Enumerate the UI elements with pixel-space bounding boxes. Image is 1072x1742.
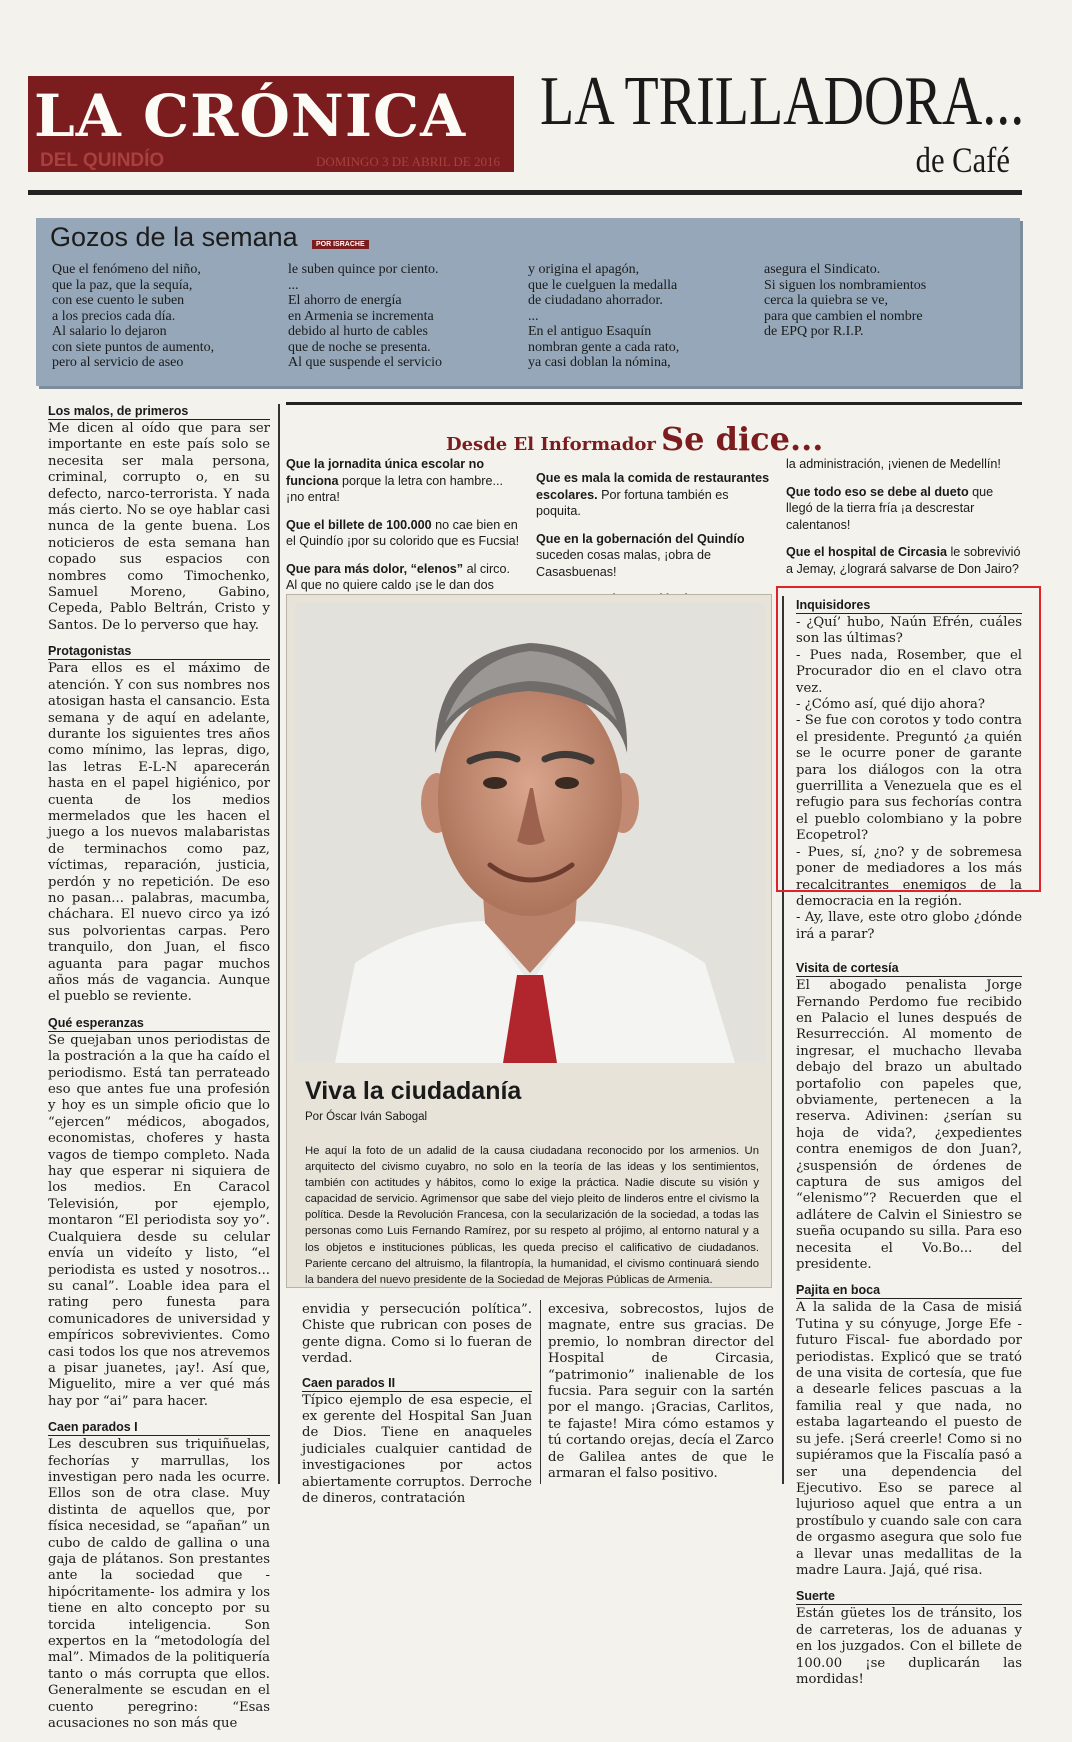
continued-text: envidia y persecución política”. Chiste que rubrican con poses de gente digna. Como si lo fueran de verdad. bbox=[302, 1302, 532, 1367]
paper-subtitle: DEL QUINDÍO bbox=[40, 150, 165, 171]
section-heading: Caen parados I bbox=[48, 1420, 270, 1436]
section-text: Me dicen al oído que para ser importante en este país solo se necesita ser mala persona, criminal, corrupto o, en su defecto, narco-terrorista. Y nada más cierto. No se oye hablar casi nunca de la gente buena. Los noticieros de esta semana han copado sus espacios con nombres como Timochenko, Samuel Moreno, Gabino, Cepeda, Pablo Beltrán, Cristo y Santos. De lo perverso que hay. bbox=[48, 421, 270, 633]
dialogue-line: - Se fue con corotos y todo contra el presidente. Preguntó ¿a quién se le ocurre poner de garante para los diálogos con la otra guerrillita a Venezuela que es el refugio para sus fechorías contra el pueblo colombiano y la pobre Ecopetrol? bbox=[796, 713, 1022, 844]
left-column bbox=[48, 404, 270, 1742]
masthead-logo bbox=[28, 76, 514, 172]
section-heading: Visita de cortesía bbox=[796, 961, 1022, 977]
sedice-header bbox=[446, 420, 823, 458]
sedice-item-lead: Que es mala la comida de restaurantes escolares. bbox=[536, 471, 770, 502]
photo-feature-text: He aquí la foto de un adalid de la causa ciudadana reconocido por los armenios. Un arquitecto del civismo cuyabro, no solo en la teoría de las ideas y los sentimientos, también con actitudes y hábitos, como lo exige la práctica. Nadie discute su visión y capacidad de servicio. Agrimensor que sabe del viejo pleito de linderos entre el civismo la política. Desde la Revolución Francesa, con la secularización de la sociedad, a todas las personas como Luis Fernando Ramírez, por su respeto al prójimo, al entorno natural y a los objetos e instituciones públicas, les queda preciso el calificativo de ciudadanos. Pariente cercano del altruismo, la filantropía, la humanidad, el civismo continuará siendo la bandera del nuevo presidente de la Sociedad de Mejoras Públicas de Armenia. bbox=[305, 1145, 759, 1286]
sedice-item-lead: Que el billete de 100.000 bbox=[286, 517, 432, 532]
section-text: A la salida de la Casa de misiá Tutina y su cónyuge, Jorge Efe -futuro Fiscal- fue abordado por periodistas. Explicó que se trató de una visita de cortesía, que fue a desearle felices pascuas a la familia real y que nada, no estaba lagarteando el puesto de su jefe. ¡Será creerle! Como si no supiéramos que la Fiscalía pasó a ser una dependencia del Ejecutivo. Eso se parece al lujurioso aquel que entra a un prostíbulo y cuando sale con cara de orgasmo asegura que solo fue a llevar unas medallitas de la madre Laura. Jajá, qué risa. bbox=[796, 1300, 1022, 1578]
section-heading: Caen parados II bbox=[302, 1376, 532, 1392]
gozos-verse-2: le suben quince por ciento. ... El ahorro de energía en Armenia se incrementa debido al hurto de cables que de noche se presenta. Al que suspende el servicio bbox=[288, 262, 442, 370]
middle-column-2 bbox=[548, 1302, 774, 1482]
column-subtitle: de Café bbox=[915, 140, 1010, 180]
article-section bbox=[48, 1016, 270, 1410]
dialogue-line: - Pues, sí, ¿no? y de sobremesa poner de mediadores a los más recalcitrantes enemigos de la democracia en la región. bbox=[796, 844, 1022, 909]
sedice-item-text: porque la letra con hambre... ¡no entra! bbox=[286, 473, 503, 504]
middle-column-1 bbox=[302, 1302, 532, 1507]
sedice-title: Se dice... bbox=[660, 420, 824, 458]
sedice-item bbox=[286, 517, 522, 550]
section-text: El abogado penalista Jorge Fernando Perdomo fue recibido en Palacio el lunes después de Resurrección. Al momento de ingresar, el muchacho llevaba debajo del brazo un abultado portafolio con papeles que, obviamente, pertenecen a la reserva. Adivinen: ¿serían su hoja de vida?, ¿expedientes contra enemigos de don Juan?, ¿suspensión de órdenes de captura de sus amigos del “elenismo”? Recuerden que el adlátere de Calvin el Siniestro se sueña ocupando su silla. Para eso necesita el Vo.Bo... del presidente. bbox=[796, 978, 1022, 1273]
section-text: Están güetes los de tránsito, los de carreteras, los de aduanas y en los juzgados. Con el billete de 100.00 ¡se duplicarán las mordidas! bbox=[796, 1606, 1022, 1687]
section-heading: Los malos, de primeros bbox=[48, 404, 270, 420]
article-section bbox=[796, 1589, 1022, 1688]
paper-date: DOMINGO 3 DE ABRIL DE 2016 bbox=[315, 154, 500, 169]
masthead-rule bbox=[28, 190, 1022, 195]
portrait-illustration bbox=[295, 603, 765, 1063]
gozos-title: Gozos de la semana bbox=[50, 222, 298, 252]
dialogue-line: - ¿Cómo así, qué dijo ahora? bbox=[796, 697, 985, 713]
section-heading: Pajita en boca bbox=[796, 1283, 1022, 1299]
dialogue-line: - ¿Quí’ hubo, Naún Efrén, cuáles son las últimas? bbox=[796, 615, 1022, 647]
section-heading: Suerte bbox=[796, 1589, 1022, 1605]
sedice-item-text: la administración, ¡vienen de Medellín! bbox=[786, 457, 1001, 471]
sedice-item-lead: Que todo eso se debe al dueto bbox=[786, 484, 969, 499]
section-heading: Protagonistas bbox=[48, 644, 270, 660]
section-text: Para ellos es el máximo de atención. Y con sus nombres nos atosigan hasta el cansancio. Esta semana y de aquí en adelante, durante los siguientes tres años como mínimo, las lepras, digo, las letras E-L-N aparecerán hasta en el papel higiénico, por cuenta de los medios mermelados que les hacen el juego a los nuevos malabaristas de terminachos como paz, víctimas, reparación, justicia, perdón y no repetición. De eso no pasan... palabras, macumba, cháchara. El nuevo circo ya izó sus polvorientas carpas. Pero tranquilo, don Juan, el fisco aguanta para pagar muchos años más de vagancia. Aunque el pueblo se reviente. bbox=[48, 661, 270, 1005]
sedice-item bbox=[786, 544, 1022, 577]
right-column bbox=[796, 598, 1022, 1698]
gozos-box bbox=[36, 218, 1020, 386]
sedice-item bbox=[536, 470, 772, 520]
sedice-item bbox=[786, 456, 1022, 473]
column-divider bbox=[540, 1300, 541, 1484]
gozos-verse-4: asegura el Sindicato. Si siguen los nombramientos cerca la quiebra se ve, para que cambien el nombre de EPQ por R.I.P. bbox=[764, 262, 927, 339]
sedice-item bbox=[286, 456, 522, 506]
section-heading: Qué esperanzas bbox=[48, 1016, 270, 1032]
gozos-verse-3: y origina el apagón, que le cuelguen la medalla de ciudadano ahorrador. ... En el antiguo Esaquín nombran gente a cada rato, ya casi doblan la nómina, bbox=[528, 262, 680, 370]
sedice-item-text: Por fortuna también es poquita. bbox=[536, 487, 729, 518]
sedice-item bbox=[786, 484, 1022, 534]
sedice-item-text: le sobrevivió a Jemay, ¿logrará salvarse de Don Jairo? bbox=[786, 545, 1021, 576]
article-section bbox=[48, 1420, 270, 1732]
gozos-verse-1: Que el fenómeno del niño, que la paz, que la sequía, con ese cuento le suben a los precios cada día. Al salario lo dejaron con siete puntos de aumento, pero al servicio de aseo bbox=[52, 262, 215, 370]
gozos-byline: POR ISRACHE bbox=[312, 240, 369, 249]
column-divider bbox=[278, 404, 280, 1484]
sedice-item-text: al circo. Al que no quiere caldo ¡se le dan dos bbox=[286, 561, 510, 592]
section-text: Se quejaban unos periodistas de la postración a la que ha caído el periodismo. Está tan perrateado eso que antes fue una profesión y hoy es un simple oficio que lo “ejercen” médicos, abogados, economistas, choferes y hasta vagos de tiempo completo. Nada hay que esperar ni siquiera de los medios. En Caracol Televisión, por ejemplo, montaron “El periodista soy yo”. Cualquiera desde su celular envía un videíto y listo, “el periodista es usted y nosotros... su canal”. Loable idea para el rating pero funesta para comunicadores de universidad y empíricos sobrevivientes. Como casi todos los que nos atrevemos a pisar juanetes, ¡ay!. Así que, Miguelito, mire a ver qué más hay por “ai” para hacer. bbox=[48, 1032, 270, 1409]
sedice-column-3 bbox=[786, 456, 1022, 588]
sedice-item-lead: Que el hospital de Circasia bbox=[786, 545, 947, 559]
dialogue-line: - Ay, llave, este otro globo ¿dónde irá a parar? bbox=[796, 910, 1022, 942]
article-section bbox=[48, 404, 270, 634]
sedice-kicker: Desde El Informador bbox=[446, 434, 656, 455]
dialogue-line: - Pues nada, Rosember, que el Procurador dio en el clavo otra vez. bbox=[796, 647, 1022, 696]
photo-feature-title: Viva la ciudadanía bbox=[305, 1077, 522, 1105]
article-section bbox=[796, 961, 1022, 1273]
sedice-item-lead: Que para más dolor, “elenos” bbox=[286, 561, 464, 576]
column-title: LA TRILLADORA... bbox=[540, 63, 1025, 140]
sedice-rule bbox=[286, 402, 1022, 405]
sedice-item bbox=[536, 531, 772, 581]
section-heading: Inquisidores bbox=[796, 598, 1022, 614]
paper-name: LA CRÓNICA bbox=[34, 82, 467, 150]
sedice-item-text: no cae bien en el Quindío ¡por su colorido que es Fucsia! bbox=[286, 517, 520, 548]
sedice-item-lead: Que la jornadita única escolar no funciona bbox=[286, 457, 485, 488]
section-text: Típico ejemplo de esa especie, el ex gerente del Hospital San Juan de Dios. Tiene en anaqueles judiciales cualquier cantidad de investigaciones por actos abiertamente corruptos. Derroche de dineros, contratación bbox=[302, 1392, 532, 1507]
article-section bbox=[796, 1283, 1022, 1579]
photo-feature-box bbox=[286, 594, 772, 1288]
continued-text: excesiva, sobrecostos, lujos de magnate, entre sus gracias. De premio, lo nombran director del Hospital de Circasia, “patrimonio” inalienable de los fucsia. Para seguir con la sartén por el mango. ¡Gracias, Carlitos, te fajaste! Mira cómo estamos y tú cortando orejas, decía el Zarco de Galilea antes de que le armaran el falso positivo. bbox=[548, 1302, 774, 1482]
article-section bbox=[48, 644, 270, 1006]
inquisidores-section bbox=[796, 598, 1022, 943]
portrait-photo bbox=[295, 603, 765, 1063]
section-text: Les descubren sus triquiñuelas, fechorías y marrullas, los investigan pero nada les ocurre. Ellos son de otra clase. Muy distinta de aquellos que, por física necesidad, se “apañan” un cubo de caldo de gallina o una gaja de plátanos. Son prestantes ante la sociedad que -hipócritamente- los admira y los tiene en alto concepto por su torcida inteligencia. Son expertos en la “metodología del mal”. Mimados de la politiquería tanto o más corrupta que ellos. Generalmente se escudan en el cuento peregrino: “Esas acusaciones no son más que bbox=[48, 1437, 270, 1732]
photo-feature-byline: Por Óscar Iván Sabogal bbox=[305, 1111, 428, 1123]
sedice-item-lead: Que en la gobernación del Quindío bbox=[536, 531, 745, 546]
sedice-item-text: que llegó de la tierra fría ¡a descrestar calentanos! bbox=[786, 484, 994, 532]
sedice-item-text: suceden cosas malas, ¡obra de Casasbuenas! bbox=[536, 548, 712, 579]
